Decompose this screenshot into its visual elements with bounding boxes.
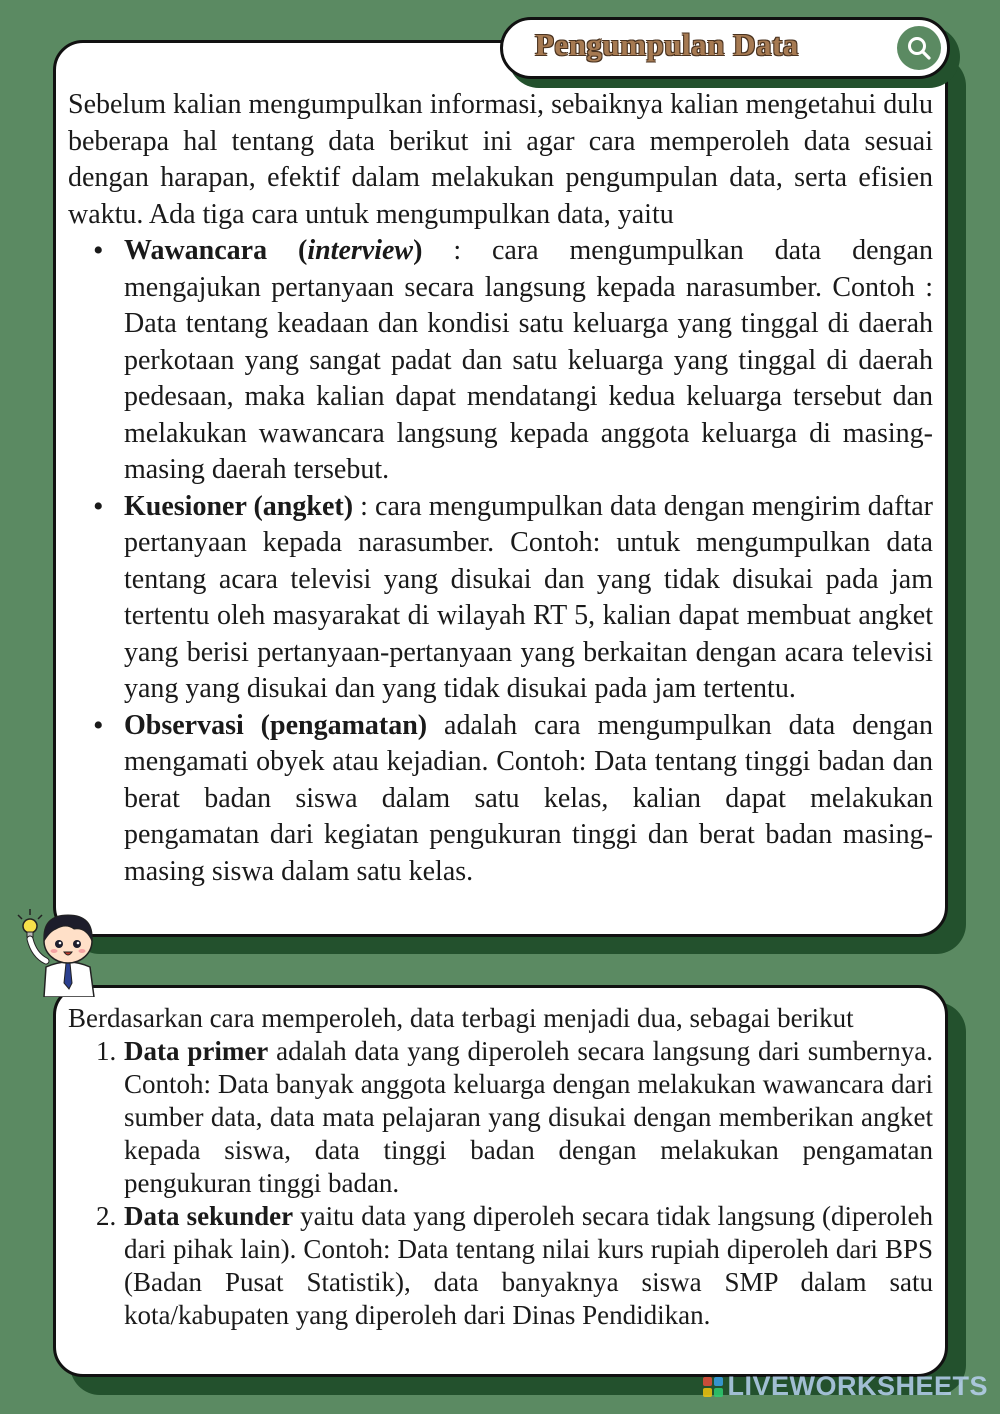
list-item: [124, 233, 933, 489]
list-item: [124, 708, 933, 891]
title-tab: [500, 17, 950, 79]
section1-intro: Sebelum kalian mengumpulkan informasi, sebaiknya kalian mengetahui dulu beberapa hal tentang data berikut ini agar cara memperoleh data sesuai dengan harapan, efektif dalam melakukan pengumpulan data, serta efisien waktu. Ada tiga cara untuk mengumpulkan data, yaitu: [68, 89, 933, 230]
watermark: [703, 1371, 988, 1402]
list-item: [96, 1200, 933, 1332]
lightbulb-icon: [18, 909, 42, 937]
data-types-card: [53, 985, 948, 1377]
method-text: : cara mengumpulkan data dengan mengirim daftar pertanyaan kepada narasumber. Contoh: untuk mengumpulkan data tentang acara televisi yang disukai dan yang tidak disukai pada jam tertentu oleh masyarakat di wilayah RT 5, kalian dapat membuat angket yang berisi pertanyaan-pertanyaan yang berkaitan dengan acara televisi yang yang disukai dan yang tidak disukai pada jam tertentu.: [124, 490, 933, 704]
type-text: adalah data yang diperoleh secara langsung dari sumbernya. Contoh: Data banyak anggota keluarga dengan melakukan wawancara dari sumber data, data mata pelajaran yang disukai dengan memberikan angket kepada siswa, data tinggi badan dengan melakukan pengamatan pengukuran tinggi badan.: [124, 1036, 933, 1198]
type-term: Data primer: [124, 1036, 269, 1066]
method-term: Observasi (pengamatan): [124, 709, 428, 741]
list-item: [124, 489, 933, 708]
page-title: Pengumpulan Data: [535, 27, 799, 62]
section2-intro: Berdasarkan cara memperoleh, data terbagi menjadi dua, sebagai berikut: [68, 1003, 854, 1033]
type-text: yaitu data yang diperoleh secara tidak langsung (diperoleh dari pihak lain). Contoh: Data tentang nilai kurs rupiah diperoleh dari BPS (Badan Pusat Statistik), data banyaknya siswa SMP dalam satu kota/kabupaten yang diperoleh dari Dinas Pendidikan.: [124, 1201, 933, 1330]
search-button[interactable]: [897, 26, 941, 70]
item-number: 2.: [96, 1201, 117, 1231]
method-term: Wawancara (: [124, 235, 308, 266]
method-text: adalah cara mengumpulkan data dengan mengamati obyek atau kejadian. Contoh: Data tentang tinggi badan dan berat badan siswa dalam satu kelas, kalian dapat melakukan pengamatan dari kegiatan pengukuran tinggi dan berat badan masing-masing siswa dalam satu kelas.: [124, 709, 933, 887]
methods-card: [53, 40, 948, 937]
student-illustration: [12, 897, 112, 997]
search-icon: [906, 35, 932, 61]
type-term: Data sekunder: [124, 1201, 294, 1231]
item-number: 1.: [96, 1036, 117, 1066]
types-list: [68, 1035, 933, 1332]
list-item: [96, 1035, 933, 1200]
methods-list: [68, 233, 933, 890]
method-term-italic: interview: [307, 235, 414, 266]
liveworksheets-logo-icon: [703, 1377, 723, 1397]
method-term: Kuesioner (angket): [124, 490, 354, 522]
method-term-close: ): [413, 235, 423, 266]
method-text: : cara mengumpulkan data dengan mengajukan pertanyaan secara langsung kepada narasumber. Contoh : Data tentang keadaan dan kondisi satu keluarga yang tinggal di daerah perkotaan yang sangat padat dan satu keluarga yang tinggal di daerah pedesaan, maka kalian dapat mendatangi kedua keluarga tersebut dan melakukan wawancara langsung kepada anggota keluarga di masing-masing daerah tersebut.: [124, 235, 933, 485]
watermark-text: LIVEWORKSHEETS: [727, 1371, 988, 1401]
